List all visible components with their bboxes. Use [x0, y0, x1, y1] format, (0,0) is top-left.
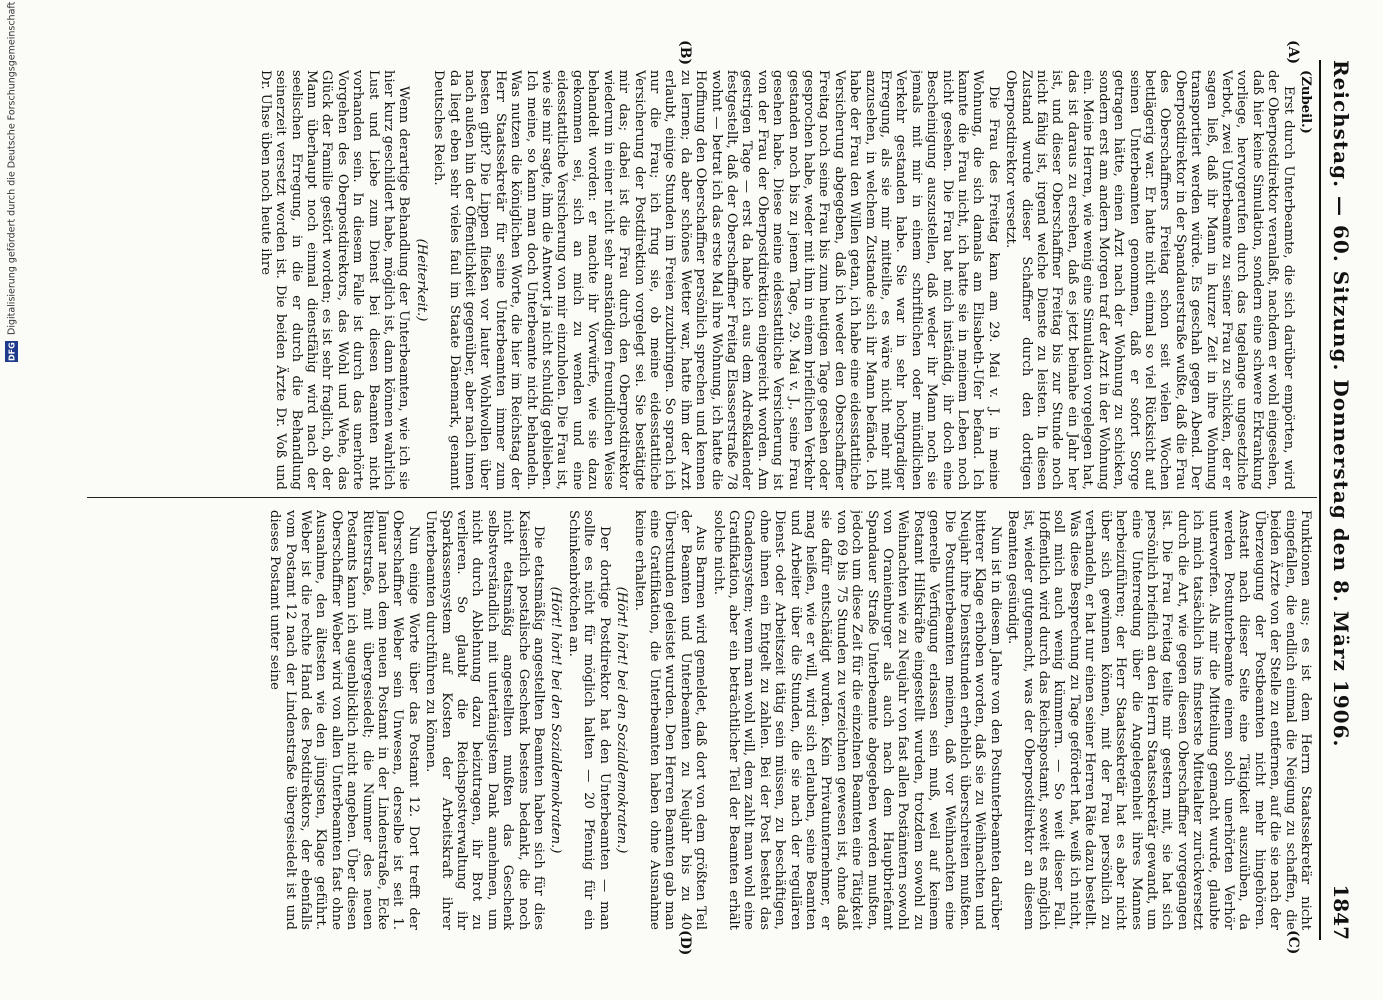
page-header: [1319, 60, 1361, 940]
paragraph: Der dortige Postdirektor hat den Unterbeamten — man sollte es nicht für möglich halten — 20 Pfennig für ein Schinkenbrötchen an.: [565, 510, 612, 930]
paragraph: Erst durch Unterbeamte, die sich darüber empörten, wird der Oberpostdirektor veranlaßt, nachdem er wohl eingesehen, daß hier keine Simulation, sondern eine schwere Erkrankung vorliege, hervorgerufen durch das tagelange ungesetzliche Verbot, zwei Unterbeamte zu seiner Frau zu schicken, der er sagen ließ, daß ihr Mann in kurzer Zeit in ihre Wohnung transportiert werden würde. Es geschah gegen Abend. Der Oberpostdirektor in der Spandauerstraße wußte, daß die Frau des Oberschaffners Freitag schon seit vielen Wochen bettlägerig war. Er hatte nicht einmal so viel Rücksicht auf seinen Unterbeamten genommen, daß er sofort Sorge getragen hätte, einen Arzt nach der Wohnung zu schicken, sondern erst am andern Morgen traf der Arzt in der Wohnung ein. Meine Herren, wie wenig eine Simulation vorgelegen hat, das ist daraus zu ersehen, daß es jetzt beinahe ein Jahr her ist, und dieser Oberschaffner Freitag bis zur Stunde noch nicht fähig ist, irgend welche Dienste zu leisten. In diesen Zustand wurde dieser Schaffner durch den dortigen Oberpostdirektor versetzt.: [1003, 70, 1296, 490]
paragraph: Funktionen aus; es ist dem Herrn Staatssekretär nicht eingefallen, die endlich einmal die Neigung zu schaffen, die beiden Ärzte von der Stelle zu entfernen, auf die sie nach der Überzeugung der Postbeamten nicht mehr hingehören. Anstatt nach dieser Seite eine Tätigkeit auszuüben, da werden Postunterbeamte einem solch unerhörten Verhör unterworfen. Als mir die Mitteilung gemacht wurde, glaubte ich mich tatsächlich ins finsterste Mittelalter zurückversetzt durch die Art, wie gegen diesen Oberschaffner vorgegangen ist. Die Frau Freitag teilte mir gestern mit, sie hat sich persönlich brieflich an den Herrn Staatssekretär gewandt, um eine Unterredung über die Angelegenheit ihres Mannes herbeizuführen; der Herr Staatssekretär hat es aber nicht über sich gewinnen können, mit der Frau persönlich zu verhandeln, er hat nur einen seiner Herren Räte dazu bestellt. Was diese Besprechung zu Tage gefördert hat, weiß ich nicht, soll mich auch wenig kümmern. — So weit dieser Fall. Hoffentlich wird durch das Reichspostamt, soweit es möglich ist, wieder gutgemacht, was der Oberpostdirektor an diesem Beamten gesündigt.: [1005, 510, 1313, 930]
margin-marker-d: (D): [677, 930, 693, 956]
digitization-note: Digitalisierung gefördert durch die Deutsche Forschungsgemeinschaft: [6, 2, 18, 336]
speaker-label: (Zubeil.): [1298, 70, 1313, 134]
page-number: 1847: [1329, 884, 1353, 940]
interjection: (Hört! hört! bei den Sozialdemokraten.): [548, 586, 564, 854]
margin-marker-a: (A): [1285, 40, 1301, 65]
paragraph: Die etatsmäßig angestellten Beamten haben sich für dies Kaiserlich postalische Geschenk bestens bedankt, die noch nicht etatsmäßig angestellten mußten das Geschenk selbstverständlich mit untertänigstem Dank annehmen, um nicht durch Ablehnung dazu beizutragen, ihr Brot zu verlieren. So glaubt die Reichspostverwaltung ihr Sparkassensystem auf Kosten der Arbeitskraft ihrer Unterbeamten durchführen zu können.: [423, 510, 547, 930]
paragraph: Nun ist in diesem Jahre von den Postunterbeamten darüber bitterer Klage erhoben worden, daß sie zu Weihnachten und Neujahr ihre Dienststunden erheblich überschreiten mußten. Die Postunterbeamten meinen, daß vor Weihnachten eine generelle Verfügung erlassen sein muß, weil auf keinem Postamt Hilfskräfte eingestellt wurden, trotzdem sowohl zu Weihnachten wie zu Neujahr von fast allen Postämtern sowohl von Oranienburger als auch nach dem Hauptbriefamt Spandauer Straße Unterbeamte abgegeben werden mußten, jedoch um diese Zeit für die einzelnen Beamten eine Tätigkeit von 69 bis 75 Stunden zu verzeichnen gewesen ist, ohne daß sie dafür entschädigt wurden. Kein Privatunternehmer, er mag heißen, wie er will, wird sich erlauben, seine Beamten und Arbeiter über die Stunden, die sie nach der regulären Dienst- oder Arbeitszeit tätig sein müssen, zu beschäftigen, ohne ihnen ein Entgelt zu zahlen. Bei der Post besteht das Gnadensystem; wenn man wohl will, dem zahlt man wohl eine Gratifikation, aber ein beträchtlicher Teil der Beamten erhält solche nicht.: [710, 510, 1003, 930]
interjection: (Hört! hört! bei den Sozialdemokraten.): [614, 586, 630, 854]
digitization-footer: [2, 2, 22, 992]
margin-marker-b: (B): [677, 40, 693, 66]
margin-marker-c: (C): [1285, 930, 1301, 955]
left-text-column: [93, 70, 1313, 490]
running-title: Reichstag. — 60. Sitzung. Donnerstag den 8. März 1906.: [1329, 60, 1353, 748]
paragraph: Die Frau des Freitag kam am 29. Mai v. J. in meine Wohnung, die sich damals am Elisabeth-Ufer befand. Ich kannte die Frau nicht, ich hatte sie in meinem Leben noch nicht gesehen. Die Frau bat mich inständig, ihr doch eine Bescheinigung auszustellen, daß weder ihr Mann noch sie jemals mit mir in einem schriftlichen oder mündlichen Verkehr gestanden habe. Sie war in sehr hochgradiger Erregung, als sie mir mitteilte, es wäre nicht mehr mit anzusehen, in welchem Zustande sich ihr Mann befände. Ich habe der Frau den Willen getan, ich habe eine eidesstattliche Versicherung abgegeben, daß ich weder den Oberschaffner Freitag noch seine Frau bis zum heutigen Tage gesehen oder gesprochen habe, weder mit ihm in einem brieflichen Verkehr gestanden noch bis zu jenem Tage, 29. Mai v. J., seine Frau gesehen habe. Diese meine eidesstattliche Versicherung ist von der Frau der Oberpostdirektion eingereicht worden. Am gestrigen Tage — erst da habe ich aus dem Adreßkalender festgestellt, daß der Oberschaffner Freitag Elsasserstraße 78 wohnt — betrat ich das erste Mal ihre Wohnung, ich hatte die Hoffnung den Oberschaffner persönlich sprechen und kennen zu lernen; da aber schönes Wetter war, hatte ihm der Arzt erlaubt, einige Stunden im Freien zuzubringen. So sprach ich nur die Frau; ich frug sie, ob meine eidesstattliche Versicherung der Postdirektion vorgelegt sei. Sie bestätigte mir das; dabei ist die Frau durch den Oberpostdirektor wiederum in einer nicht sehr anständigen freundlichen Weise behandelt worden: er machte ihr Vorwürfe, wie sie dazu gekommen sei, sich an mich zu wenden und eine eidesstattliche Versicherung von mir einzuholen. Die Frau ist, wie sie mir sagte, ihm die Antwort ja nicht schuldig geblieben. Ich meine, so kann man doch Unterbeamte nicht behandeln. Was nutzen die königlichen Worte, die hier im Reichstag der Herr Staatssekretär für seine Unterbeamten immer zum besten gibt? Die Lippen fließen vor lauter Wohlwollen über nach außen hin der Öffentlichkeit gegenüber, aber nach innen da liegt eben sehr vieles faul im Staate Dänemark, genannt Deutsches Reich.: [431, 70, 1001, 490]
paragraph: Nun einige Worte über das Postamt 12. Dort trefft der Oberschaffner Weber sein Unwesen, derselbe ist seit 1. Januar nach dem neuen Postamt in der Lindenstraße, Ecke Ritterstraße, mit übergesiedelt; die Nummer des neuen Postamts kann ich augenblicklich nicht angeben. Über diesen Oberschaffner Weber wird von allen Unterbeamten fast ohne Ausnahme, den ältesten wie den jüngsten, Klage geführt. Weber ist die rechte Hand des Postdirektors, der ebenfalls vom Postamt 12 nach der Lindenstraße übergesiedelt ist und dieses Postamt unter seine: [267, 510, 421, 930]
interjection: (Heiterkeit.): [413, 238, 429, 322]
column-divider: [87, 497, 1317, 498]
dfg-logo-icon: DFG: [7, 342, 17, 361]
paragraph: Aus Barmen wird gemeldet, daß dort von dem größten Teil der Beamten und Unterbeamten zu Neujahr bis zu 40 Überstunden geleistet wurden. Den Herren Beamten gab man eine Gratifikation, die Unterbeamten haben ohne Ausnahme keine erhalten.: [631, 510, 709, 930]
paragraph: Wenn derartige Behandlung der Unterbeamten, wie ich sie hier kurz geschildert habe, möglich ist, dann können wahrlich Lust und Liebe zum Dienst bei diesen Beamten nicht vorhanden sein. In diesem Falle ist durch das unerhörte Vorgehen des Oberpostdirektors, das Wohl und Wehe, das Glück der Familie gestört worden; es ist sehr fraglich, ob der Mann überhaupt noch einmal dienstfähig wird nach der seelischen Erregung, in die er durch die Behandlung seinerzeit versetzt worden ist. Die beiden Ärzte Dr. Voß und Dr. Uhse üben noch heute ihre: [257, 70, 412, 490]
right-text-column: [93, 510, 1313, 930]
